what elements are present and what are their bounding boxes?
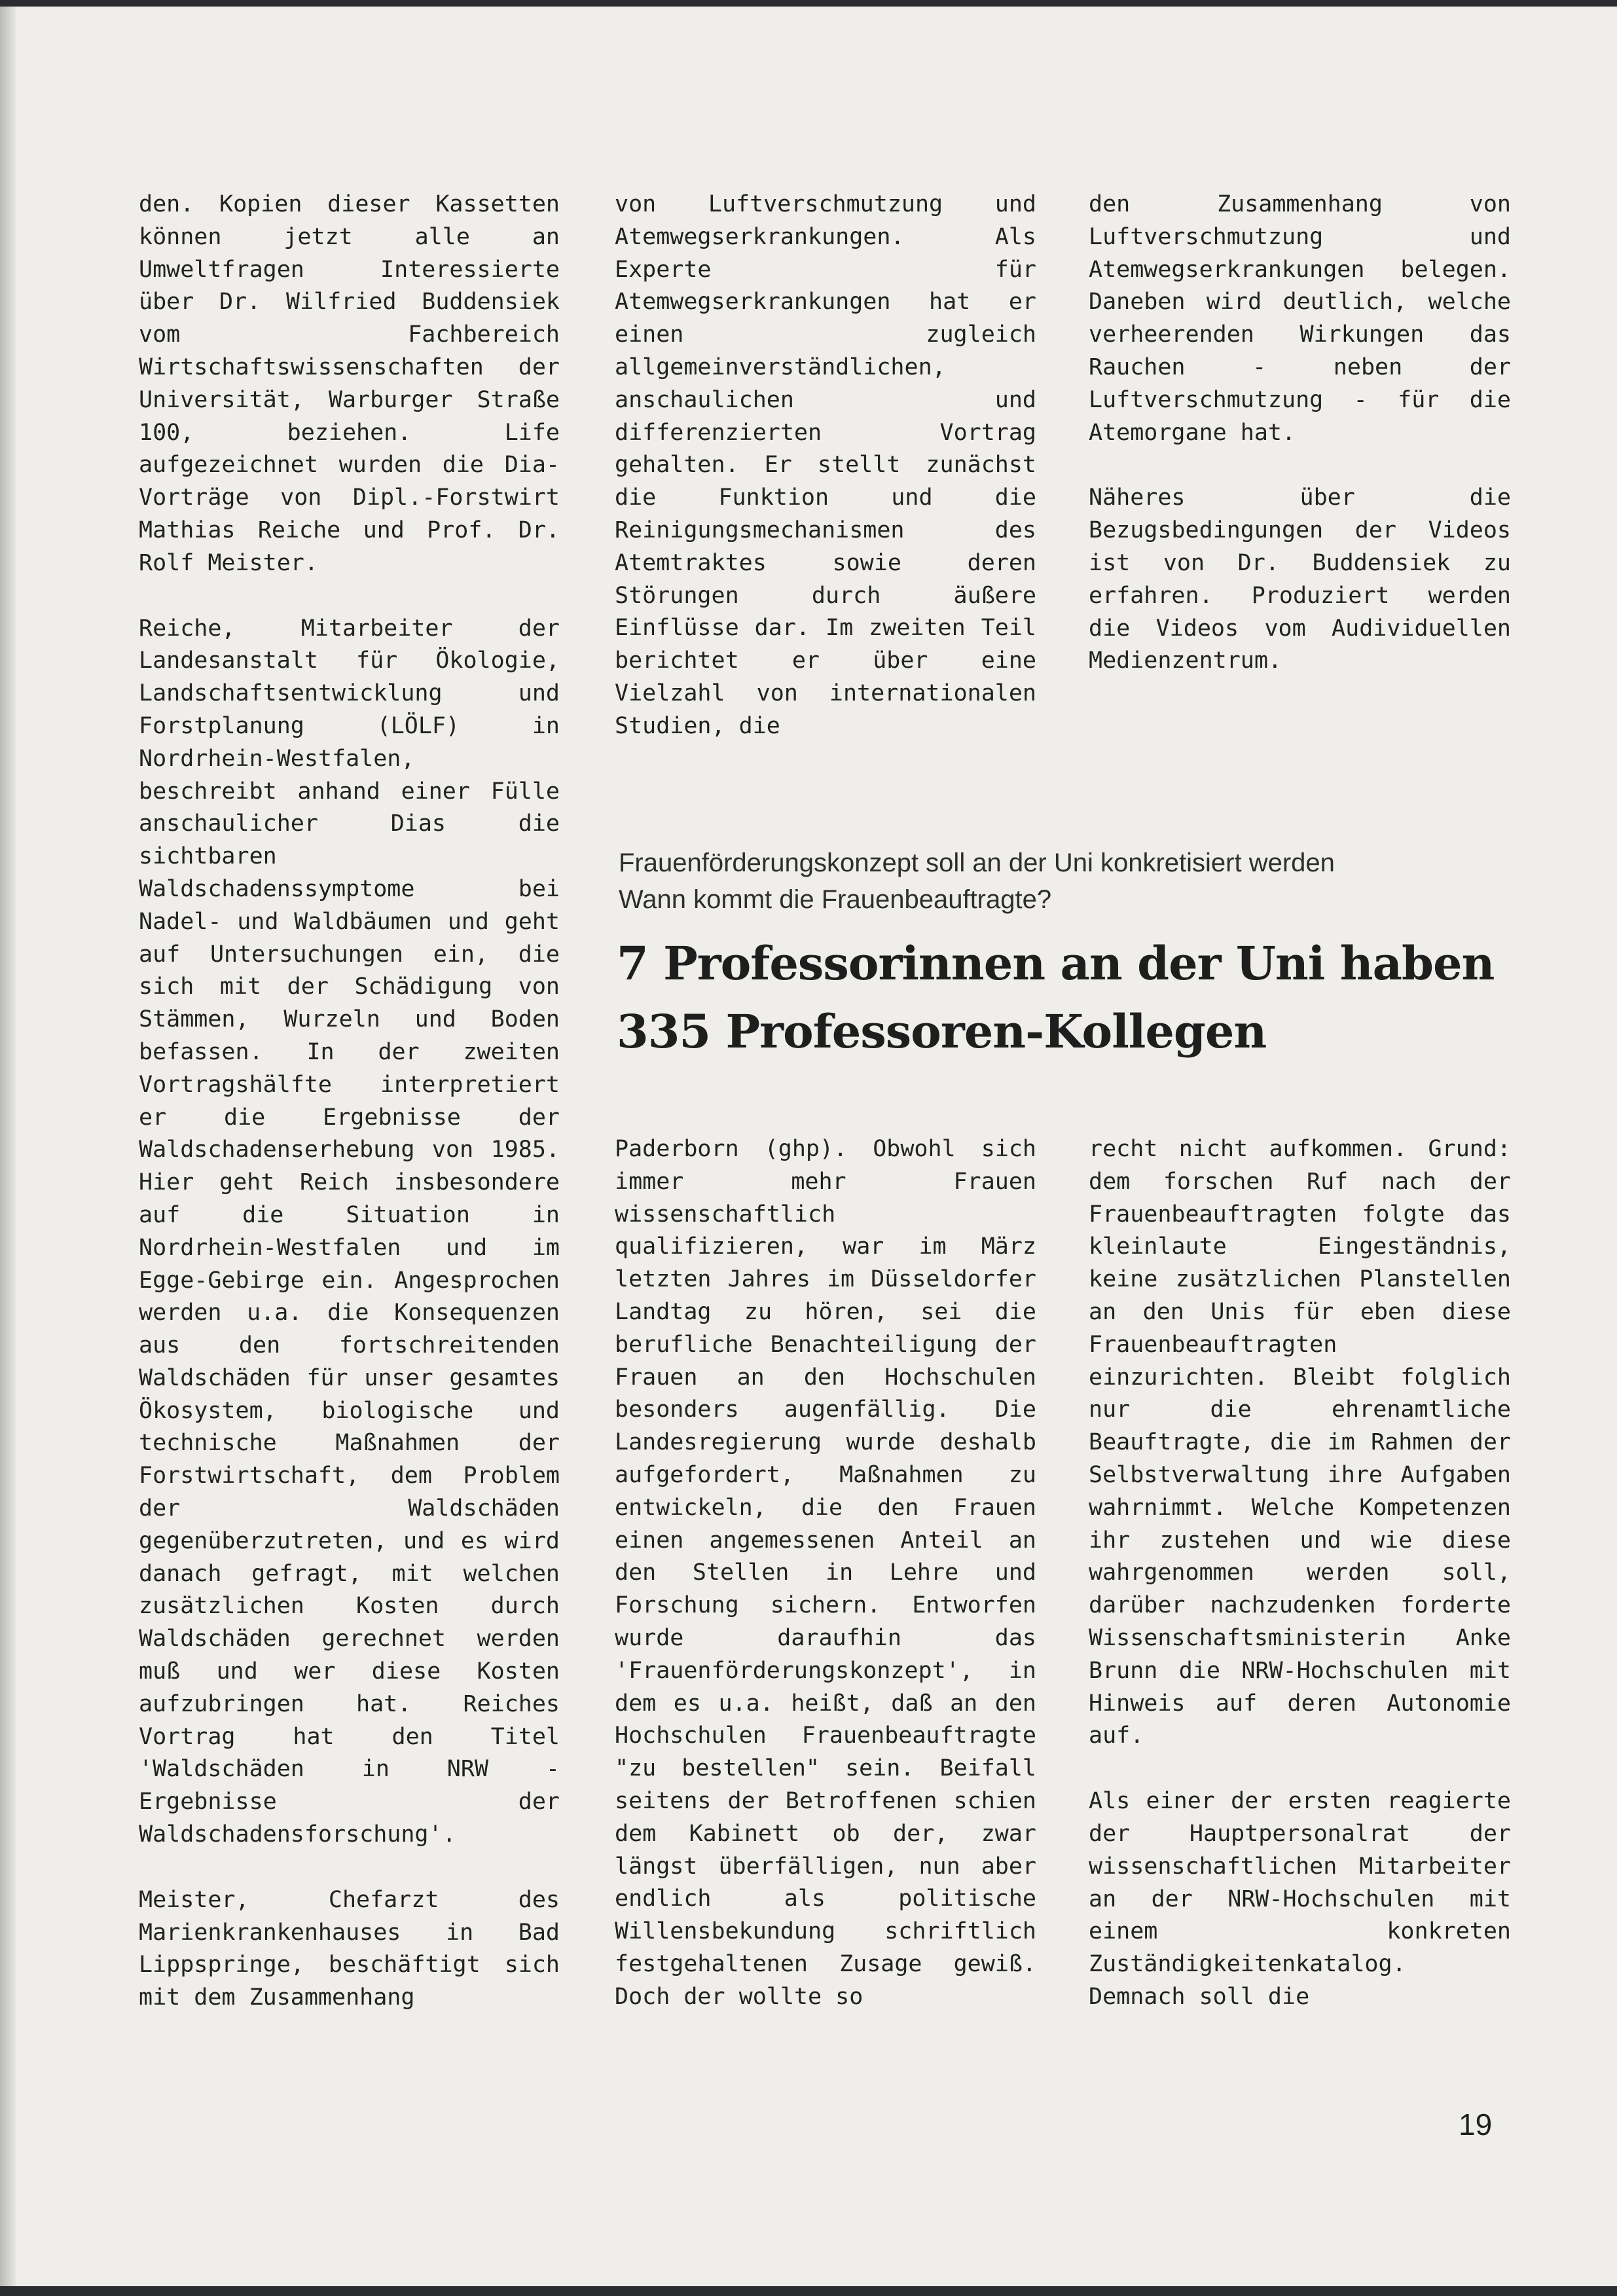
headline-line-2: 335 Professoren-Kollegen xyxy=(617,1004,1267,1059)
page-spine-shadow xyxy=(0,7,16,2296)
paragraph-hauptpersonalrat: Als einer der ersten reagierte der Hauptpersonalrat der wissenschaftlichen Mitarbeiter an der NRW-Hochschulen mit einem konkreten Zuständigkeitenkatalog. Demnach soll die xyxy=(1089,1788,1511,2010)
paragraph-luftverschmutzung: von Luftverschmutzung und Atemwegserkrankungen. Als Experte für Atemwegserkrankungen hat er einen zugleich allgemeinverständlichen, anschaulichen und differenzierten Vortrag gehalten. Er stellt zunächst die Funktion und die Reinigungsmechanismen des Atemtraktes sowie deren Störungen durch äußere Einflüsse dar. Im zweiten Teil berichtet er über eine Vielzahl von internationalen Studien, die xyxy=(615,191,1036,739)
middle-text-column xyxy=(615,189,1036,743)
page-number: 19 xyxy=(1459,2107,1493,2141)
paragraph-paderborn: Paderborn (ghp). Obwohl sich immer mehr Frauen wissenschaftlich qualifizieren, war im März letzten Jahres im Düsseldorfer Landtag zu hören, sei die berufliche Benachteiligung der Frauen an den Hochschulen besonders augenfällig. Die Landesregierung wurde deshalb aufgefordert, Maßnahmen zu entwickeln, die den Frauen einen angemessenen Anteil an den Stellen in Lehre und Forschung sichern. Entworfen wurde daraufhin das 'Frauenförderungskonzept', in dem es u.a. heißt, daß an den Hochschulen Frauenbeauftragte "zu bestellen" sein. Beifall seitens der Betroffenen schien dem Kabinett ob der, zwar längst überfälligen, nun aber endlich als politische Willensbekundung schriftlich festgehaltenen Zusage gewiß. Doch der wollte so xyxy=(615,1136,1036,2010)
bottom-edge-bar xyxy=(0,2286,1617,2296)
right-text-column xyxy=(1089,189,1511,678)
article-column-1 xyxy=(615,1133,1036,2014)
paragraph-grund: recht nicht aufkommen. Grund: dem forschen Ruf nach der Frauenbeauftragten folgte das kleinlaute Eingeständnis, keine zusätzlichen Planstellen an den Unis für eben diese Frauenbeauftragten einzurichten. Bleibt folglich nur die ehrenamtliche Beauftragte, die im Rahmen der Selbstverwaltung ihre Aufgaben wahrnimmt. Welche Kompetenzen ihr zustehen und wie diese wahrgenommen werden soll, darüber nachzudenken forderte Wissenschaftsministerin Anke Brunn die NRW-Hochschulen mit Hinweis auf deren Autonomie auf. xyxy=(1089,1136,1511,1749)
article-headline xyxy=(617,930,1527,1066)
headline-line-1: 7 Professorinnen an der Uni haben xyxy=(617,936,1495,991)
left-text-column xyxy=(139,189,560,2014)
paragraph-zusammenhang: den Zusammenhang von Luftverschmutzung und Atemwegserkrankungen belegen. Daneben wird deutlich, welche verheerenden Wirkungen das Rauchen - neben der Luftverschmutzung - für die Atemorgane hat. xyxy=(1089,191,1511,446)
paragraph-reiche: Reiche, Mitarbeiter der Landesanstalt für Ökologie, Landschaftsentwicklung und Forstplanung (LÖLF) in Nordrhein-Westfalen, beschreibt anhand einer Fülle anschaulicher Dias die sichtbaren Waldschadenssymptome bei Nadel- und Waldbäumen und geht auf Untersuchungen ein, die sich mit der Schädigung von Stämmen, Wurzeln und Boden befassen. In der zweiten Vortragshälfte interpretiert er die Ergebnisse der Waldschadenserhebung von 1985. Hier geht Reich insbesondere auf die Situation in Nordrhein-Westfalen und im Egge-Gebirge ein. Angesprochen werden u.a. die Konsequenzen aus den fortschreitenden Waldschäden für unser gesamtes Ökosystem, biologische und technische Maßnahmen der Forstwirtschaft, dem Problem der Waldschäden gegenüberzutreten, und es wird danach gefragt, mit welchen zusätzlichen Kosten durch Waldschäden gerechnet werden muß und wer diese Kosten aufzubringen hat. Reiches Vortrag hat den Titel 'Waldschäden in NRW - Ergebnisse der Waldschadensforschung'. xyxy=(139,615,560,1848)
paragraph-bezugsbedingungen: Näheres über die Bezugsbedingungen der Videos ist von Dr. Buddensiek zu erfahren. Produziert werden die Videos vom Audividuellen Medienzentrum. xyxy=(1089,484,1511,674)
paragraph-meister: Meister, Chefarzt des Marienkrankenhauses in Bad Lippspringe, beschäftigt sich mit dem Zusammenhang xyxy=(139,1886,560,2011)
article-kicker xyxy=(619,845,1516,918)
paragraph-kassetten: den. Kopien dieser Kassetten können jetzt alle an Umweltfragen Interessierte über Dr. Wilfried Buddensiek vom Fachbereich Wirtschaftswissenschaften der Universität, Warburger Straße 100, beziehen. Life aufgezeichnet wurden die Dia-Vorträge von Dipl.-Forstwirt Mathias Reiche und Prof. Dr. Rolf Meister. xyxy=(139,191,560,576)
article-column-2 xyxy=(1089,1133,1511,2014)
kicker-line-1: Frauenförderungskonzept soll an der Uni konkretisiert werden xyxy=(619,848,1335,877)
kicker-line-2: Wann kommt die Frauenbeauftragte? xyxy=(619,885,1052,914)
